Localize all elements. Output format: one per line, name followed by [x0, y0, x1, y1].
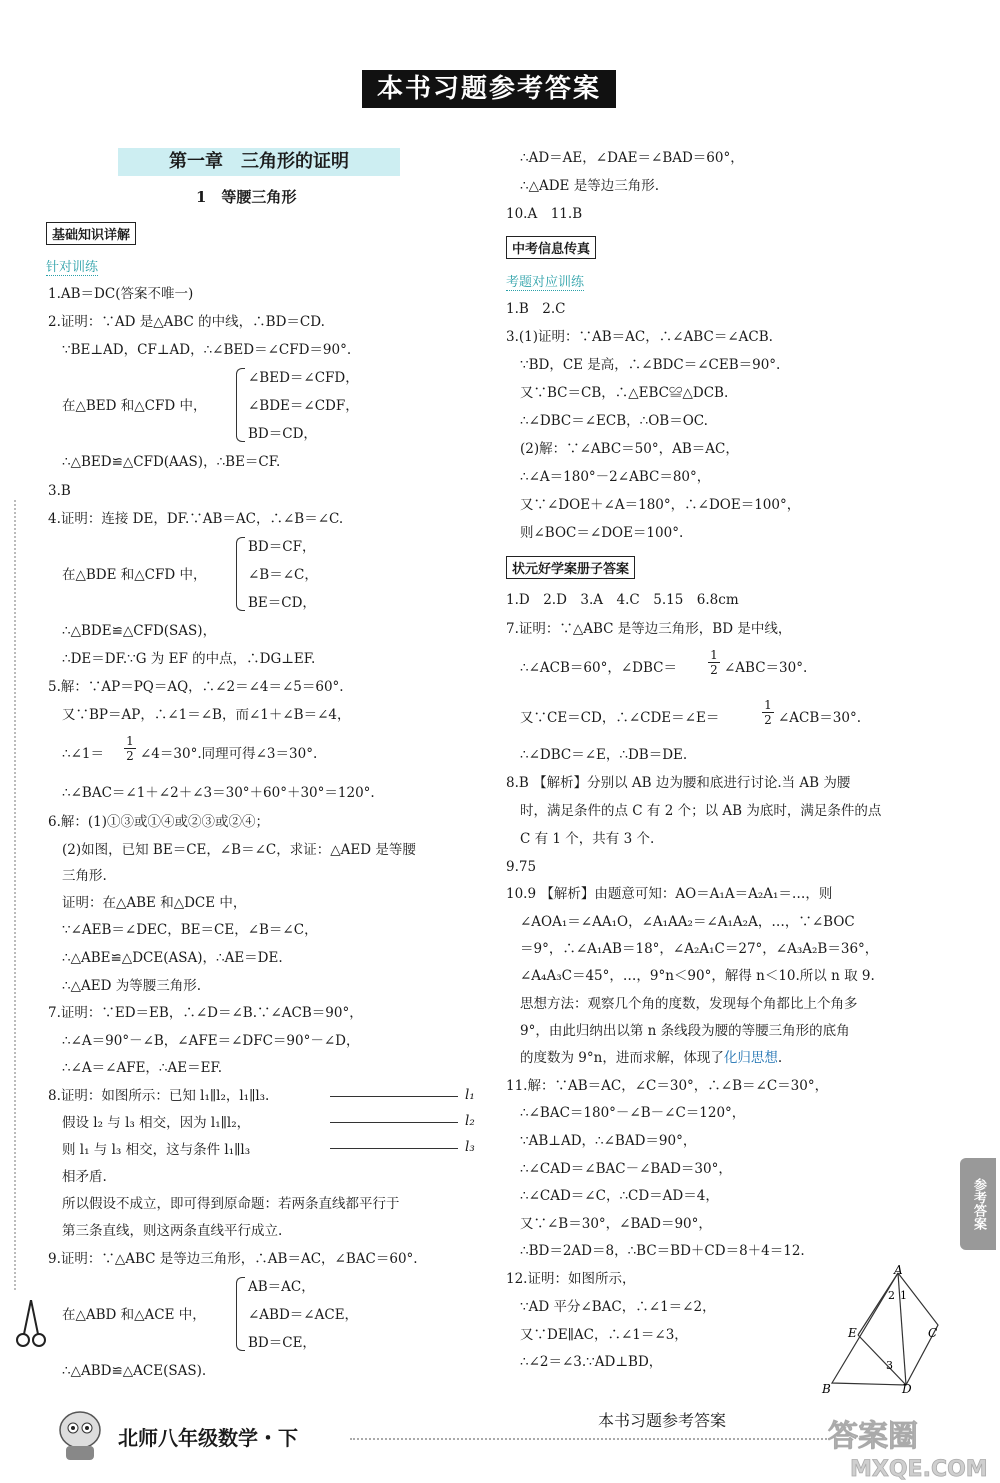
answer-line: 假设 l₂ 与 l₃ 相交，因为 l₁∥l₂，: [62, 1115, 251, 1131]
answer-line: 11.解：∵AB＝AC，∠C＝30°，∴∠B＝∠C＝30°，: [506, 1078, 829, 1094]
answer-line: 1.AB＝DC(答案不唯一): [48, 286, 194, 302]
footer-section-title: 本书习题参考答案: [598, 1411, 727, 1430]
answer-line: 思想方法：观察几个角的度数，发现每个角都比上个角多: [520, 996, 858, 1012]
answer-line: 9°，由此归纳出以第 n 条线段为腰的等腰三角形的底角: [520, 1023, 850, 1039]
fraction-denominator: 2: [762, 712, 774, 727]
page-banner: 本书习题参考答案: [362, 70, 616, 108]
answer-line: 8.B 【解析】分别以 AB 边为腰和底进行讨论.当 AB 为腰: [506, 775, 851, 791]
fraction-half: [762, 698, 774, 727]
answer-line: ∴△BDE≌△CFD(SAS)，: [62, 623, 217, 639]
answer-line: ∴∠2＝∠3.∵AD⊥BD，: [520, 1354, 663, 1370]
answer-line: BD＝CE，: [248, 1335, 316, 1351]
answer-line: 相矛盾.: [62, 1169, 107, 1185]
watermark-text: 答案圈: [828, 1419, 918, 1454]
watermark-url: MXQE.COM: [850, 1457, 988, 1482]
parallel-line-2: [330, 1122, 458, 1123]
answer-line: ∴∠DBC＝∠E，∴DB＝DE.: [520, 747, 688, 763]
fig-label-e: E: [848, 1326, 857, 1340]
answer-line: ∴△BED≌△CFD(AAS)，∴BE＝CF.: [62, 454, 281, 470]
fraction-numerator: 1: [710, 648, 718, 662]
fig-label-d: D: [902, 1382, 912, 1396]
answer-line: 又∵∠B＝30°，∠BAD＝90°，: [520, 1216, 712, 1232]
footer-book-title: 北师八年级数学・下: [118, 1426, 298, 1450]
answer-line: 第三条直线，则这两条直线平行成立.: [62, 1223, 283, 1239]
answer-line: 9.证明：∵△ABC 是等边三角形，∴AB＝AC，∠BAC＝60°.: [48, 1251, 418, 1267]
line-label-l3: l₃: [465, 1139, 475, 1155]
answer-line: AB＝AC，: [248, 1279, 315, 1295]
answer-line: ∴∠A＝90°－∠B，∠AFE＝∠DFC＝90°－∠D，: [62, 1033, 360, 1049]
answer-line: ∴∠CAD＝∠C，∴CD＝AD＝4，: [520, 1188, 719, 1204]
answer-line: ∴△ABD≌△ACE(SAS).: [62, 1363, 207, 1379]
answer-line: 3.(1)证明：∵AB＝AC，∴∠ABC＝∠ACB.: [506, 329, 773, 345]
answer-line: 9.75: [506, 859, 537, 875]
fraction-denominator: 2: [124, 748, 136, 763]
watermark-logo: [820, 1410, 990, 1482]
answer-line: ∠A₄A₃C＝45°，…，9°n＜90°，解得 n＜10.所以 n 取 9.: [520, 968, 875, 984]
heading-basic-knowledge: 基础知识详解: [46, 222, 136, 245]
left-brace: [236, 537, 245, 611]
fraction-half: [124, 734, 136, 763]
answer-line: ＝9°，∴∠A₁AB＝18°，∠A₂A₁C＝27°，∠A₃A₂B＝36°，: [520, 941, 879, 957]
answer-line: 在△BDE 和△CFD 中，: [62, 567, 207, 583]
line-label-l2: l₂: [465, 1113, 475, 1129]
answer-line: ∴∠BAC＝∠1＋∠2＋∠3＝30°＋60°＋30°＝120°.: [62, 785, 375, 801]
answer-line: 10.A 11.B: [506, 206, 583, 222]
answer-line: BE＝CD，: [248, 595, 316, 611]
subheading-targeted-training: 针对训练: [46, 256, 98, 276]
answer-line: ∴∠1＝: [62, 746, 104, 762]
answer-line: ∴∠CAD＝∠BAC－∠BAD＝30°，: [520, 1161, 732, 1177]
answer-line: 证明：在△ABE 和△DCE 中，: [62, 895, 247, 911]
fraction-denominator: 2: [708, 662, 720, 677]
answer-line: 10.9 【解析】由题意可知：AO＝A₁A＝A₂A₁＝…，则: [506, 886, 833, 902]
subheading-exam-training: 考题对应训练: [506, 271, 584, 291]
footer-divider: [350, 1438, 830, 1440]
fraction-half: [708, 648, 720, 677]
cut-line: [14, 500, 16, 1290]
heading-workbook-answers: 状元好学案册子答案: [506, 556, 635, 579]
fig-label-3: 3: [886, 1359, 893, 1372]
answer-line: [520, 1049, 782, 1067]
mascot-icon: [52, 1402, 108, 1462]
parallel-line-1: [330, 1096, 458, 1097]
answer-line: 6.解：(1)①③或①④或②③或②④；: [48, 814, 270, 830]
line-label-l1: l₁: [465, 1087, 475, 1103]
answer-line: 5.解：∵AP＝PQ＝AQ，∴∠2＝∠4＝∠5＝60°.: [48, 679, 344, 695]
answer-line-end: .: [777, 1050, 783, 1066]
answer-line: (2)解：∵∠ABC＝50°，AB＝AC，: [520, 441, 739, 457]
answer-line: ∴∠ACB＝60°，∠DBC＝: [520, 660, 677, 676]
answer-line: 1.B 2.C: [506, 301, 566, 317]
answer-line: 又∵∠DOE＋∠A＝180°，∴∠DOE＝100°，: [520, 497, 801, 513]
answer-line: 则 l₁ 与 l₃ 相交，这与条件 l₁∥l₃: [62, 1142, 251, 1158]
answer-line: (2)如图，已知 BE＝CE，∠B＝∠C，求证：△AED 是等腰: [62, 842, 416, 858]
answer-line: 则∠BOC＝∠DOE＝100°.: [520, 525, 684, 541]
answer-line: ∴DE＝DF.∵G 为 EF 的中点，∴DG⊥EF.: [62, 651, 316, 667]
left-brace: [236, 368, 245, 442]
answer-line: ∴BD＝2AD＝8，∴BC＝BD＋CD＝8＋4＝12.: [520, 1243, 805, 1259]
answer-line: 2.证明：∵AD 是△ABC 的中线，∴BD＝CD.: [48, 314, 325, 330]
parallel-line-3: [330, 1148, 458, 1149]
answer-line: 12.证明：如图所示，: [506, 1271, 636, 1287]
answer-line: 3.B: [48, 483, 71, 499]
answer-line-text: 的度数为 9°n，进而求解，体现了: [520, 1050, 724, 1066]
answer-line: ∴∠A＝180°－2∠ABC＝80°，: [520, 469, 711, 485]
answer-line: ∠BED＝∠CFD，: [248, 370, 359, 386]
answer-line: ∠AOA₁＝∠AA₁O，∠A₁AA₂＝∠A₁A₂A，…，∵∠BOC: [520, 914, 855, 930]
highlight-method: 化归思想: [723, 1050, 778, 1066]
answer-line: ∠ACB＝30°.: [778, 710, 862, 726]
answer-line: 又∵BP＝AP，∴∠1＝∠B，而∠1＋∠B＝∠4，: [62, 707, 351, 723]
answer-line: 又∵DE∥AC，∴∠1＝∠3，: [520, 1327, 688, 1343]
answer-line: 又∵CE＝CD，∴∠CDE＝∠E＝: [520, 710, 720, 726]
answer-line: ∠B＝∠C，: [248, 567, 318, 583]
answer-line: 所以假设不成立，即可得到原命题：若两条直线都平行于: [62, 1196, 400, 1212]
answer-line: ∴△ADE 是等边三角形.: [520, 178, 659, 194]
answer-line: ∴∠BAC＝180°－∠B－∠C＝120°，: [520, 1105, 746, 1121]
answer-line: 又∵BC＝CB，∴△EBC≌△DCB.: [520, 385, 729, 401]
answer-line: 4.证明：连接 DE，DF.∵AB＝AC，∴∠B＝∠C.: [48, 511, 344, 527]
fig-label-2: 2: [888, 1289, 895, 1302]
answer-line: BD＝CD，: [248, 426, 317, 442]
answer-line: ∠BDE＝∠CDF，: [248, 398, 359, 414]
answer-line: 时，满足条件的点 C 有 2 个；以 AB 为底时，满足条件的点: [520, 803, 882, 819]
fraction-numerator: 1: [764, 698, 772, 712]
answer-line: 7.证明：∵△ABC 是等边三角形，BD 是中线，: [506, 621, 792, 637]
fig-label-c: C: [928, 1326, 938, 1340]
answer-line: ∴∠DBC＝∠ECB，∴OB＝OC.: [520, 413, 708, 429]
geometry-figure: [818, 1265, 946, 1397]
heading-exam-info: 中考信息传真: [506, 236, 596, 259]
answer-line: 1.D 2.D 3.A 4.C 5.15 6.8cm: [506, 592, 739, 608]
section-title: 1 等腰三角形: [196, 188, 297, 206]
answer-line: ∠ABC＝30°.: [724, 660, 808, 676]
answer-line: 在△BED 和△CFD 中，: [62, 398, 207, 414]
side-tab-answers: 参考答案: [960, 1158, 996, 1250]
answer-line: 在△ABD 和△ACE 中，: [62, 1307, 206, 1323]
answer-line: ∴∠A＝∠AFE，∴AE＝EF.: [62, 1060, 223, 1076]
fig-label-1: 1: [900, 1289, 907, 1302]
answer-line: ∠ABD＝∠ACE，: [248, 1307, 359, 1323]
answer-line: 8.证明：如图所示：已知 l₁∥l₂，l₁∥l₃.: [48, 1088, 270, 1104]
answer-line: BD＝CF，: [248, 539, 316, 555]
answer-line: ∴AD＝AE，∠DAE＝∠BAD＝60°，: [520, 150, 744, 166]
answer-line: ∠4＝30°.同理可得∠3＝30°.: [140, 746, 318, 762]
scissors-icon: [14, 1300, 48, 1350]
answer-line: ∴△ABE≌△DCE(ASA)，∴AE＝DE.: [62, 950, 283, 966]
fraction-numerator: 1: [126, 734, 134, 748]
answer-line: ∵AD 平分∠BAC，∴∠1＝∠2，: [520, 1299, 716, 1315]
fig-label-b: B: [822, 1382, 831, 1396]
answer-line: ∵AB⊥AD，∴∠BAD＝90°，: [520, 1133, 697, 1149]
answer-line: ∵∠AEB＝∠DEC，BE＝CE，∠B＝∠C，: [62, 922, 318, 938]
left-brace: [236, 1277, 245, 1351]
answer-line: C 有 1 个，共有 3 个.: [520, 831, 655, 847]
answer-line: 三角形.: [62, 868, 107, 884]
answer-line: 7.证明：∵ED＝EB，∴∠D＝∠B.∵∠ACB＝90°，: [48, 1005, 363, 1021]
answer-line: ∵BE⊥AD，CF⊥AD，∴∠BED＝∠CFD＝90°.: [62, 342, 352, 358]
answer-line: ∴△AED 为等腰三角形.: [62, 978, 201, 994]
chapter-title: 第一章 三角形的证明: [118, 148, 400, 176]
answer-line: ∵BD，CE 是高，∴∠BDC＝∠CEB＝90°.: [520, 357, 781, 373]
fig-label-a: A: [894, 1265, 903, 1277]
